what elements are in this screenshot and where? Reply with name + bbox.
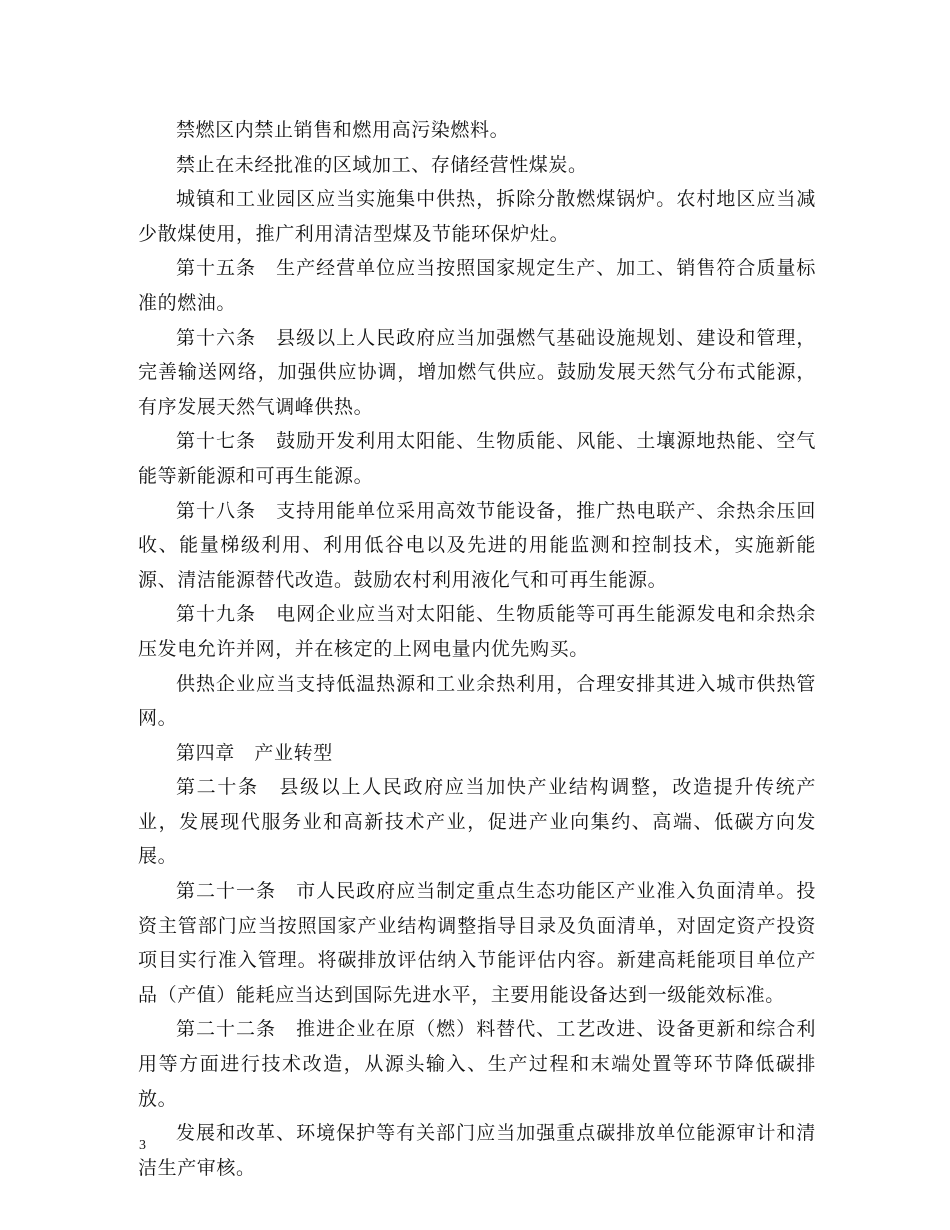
paragraph: 禁燃区内禁止销售和燃用高污染燃料。 — [176, 119, 510, 141]
article-16: 第十六条 县级以上人民政府应当加强燃气基础设施规划、建设和管理，完善输送网络，加强供应协调，增加燃气供应。鼓励发展天然气分布式能源，有序发展天然气调峰供热。 — [138, 326, 816, 418]
page-number: 3 — [139, 1138, 146, 1153]
article-19: 第十九条 电网企业应当对太阳能、生物质能等可再生能源发电和余热余压发电允许并网，并在核定的上网电量内优先购买。 — [138, 603, 816, 660]
article-17: 第十七条 鼓励开发利用太阳能、生物质能、风能、土壤源地热能、空气能等新能源和可再生能源。 — [138, 430, 816, 487]
body-text — [138, 113, 816, 1185]
article-20: 第二十条 县级以上人民政府应当加快产业结构调整，改造提升传统产业，发展现代服务业和高新技术产业，促进产业向集约、高端、低碳方向发展。 — [138, 776, 816, 868]
article-18: 第十八条 支持用能单位采用高效节能设备，推广热电联产、余热余压回收、能量梯级利用、利用低谷电以及先进的用能监测和控制技术，实施新能源、清洁能源替代改造。鼓励农村利用液化气和可再生能源。 — [138, 499, 816, 591]
chapter-heading: 第四章 产业转型 — [176, 741, 333, 764]
paragraph: 发展和改革、环境保护等有关部门应当加强重点碳排放单位能源审计和清洁生产审核。 — [138, 1122, 816, 1179]
article-15: 第十五条 生产经营单位应当按照国家规定生产、加工、销售符合质量标准的燃油。 — [138, 257, 816, 314]
paragraph: 禁止在未经批准的区域加工、存储经营性煤炭。 — [176, 153, 588, 176]
paragraph: 城镇和工业园区应当实施集中供热，拆除分散燃煤锅炉。农村地区应当减少散煤使用，推广利用清洁型煤及节能环保炉灶。 — [138, 188, 816, 245]
article-22: 第二十二条 推进企业在原（燃）料替代、工艺改进、设备更新和综合利用等方面进行技术改造，从源头输入、生产过程和末端处置等环节降低碳排放。 — [138, 1018, 816, 1110]
paragraph: 供热企业应当支持低温热源和工业余热利用，合理安排其进入城市供热管网。 — [138, 672, 816, 730]
article-21: 第二十一条 市人民政府应当制定重点生态功能区产业准入负面清单。投资主管部门应当按照国家产业结构调整指导目录及负面清单，对固定资产投资项目实行准入管理。将碳排放评估纳入节能评估内容。新建高耗能项目单位产品（产值）能耗应当达到国际先进水平，主要用能设备达到一级能效标准。 — [138, 880, 816, 1006]
